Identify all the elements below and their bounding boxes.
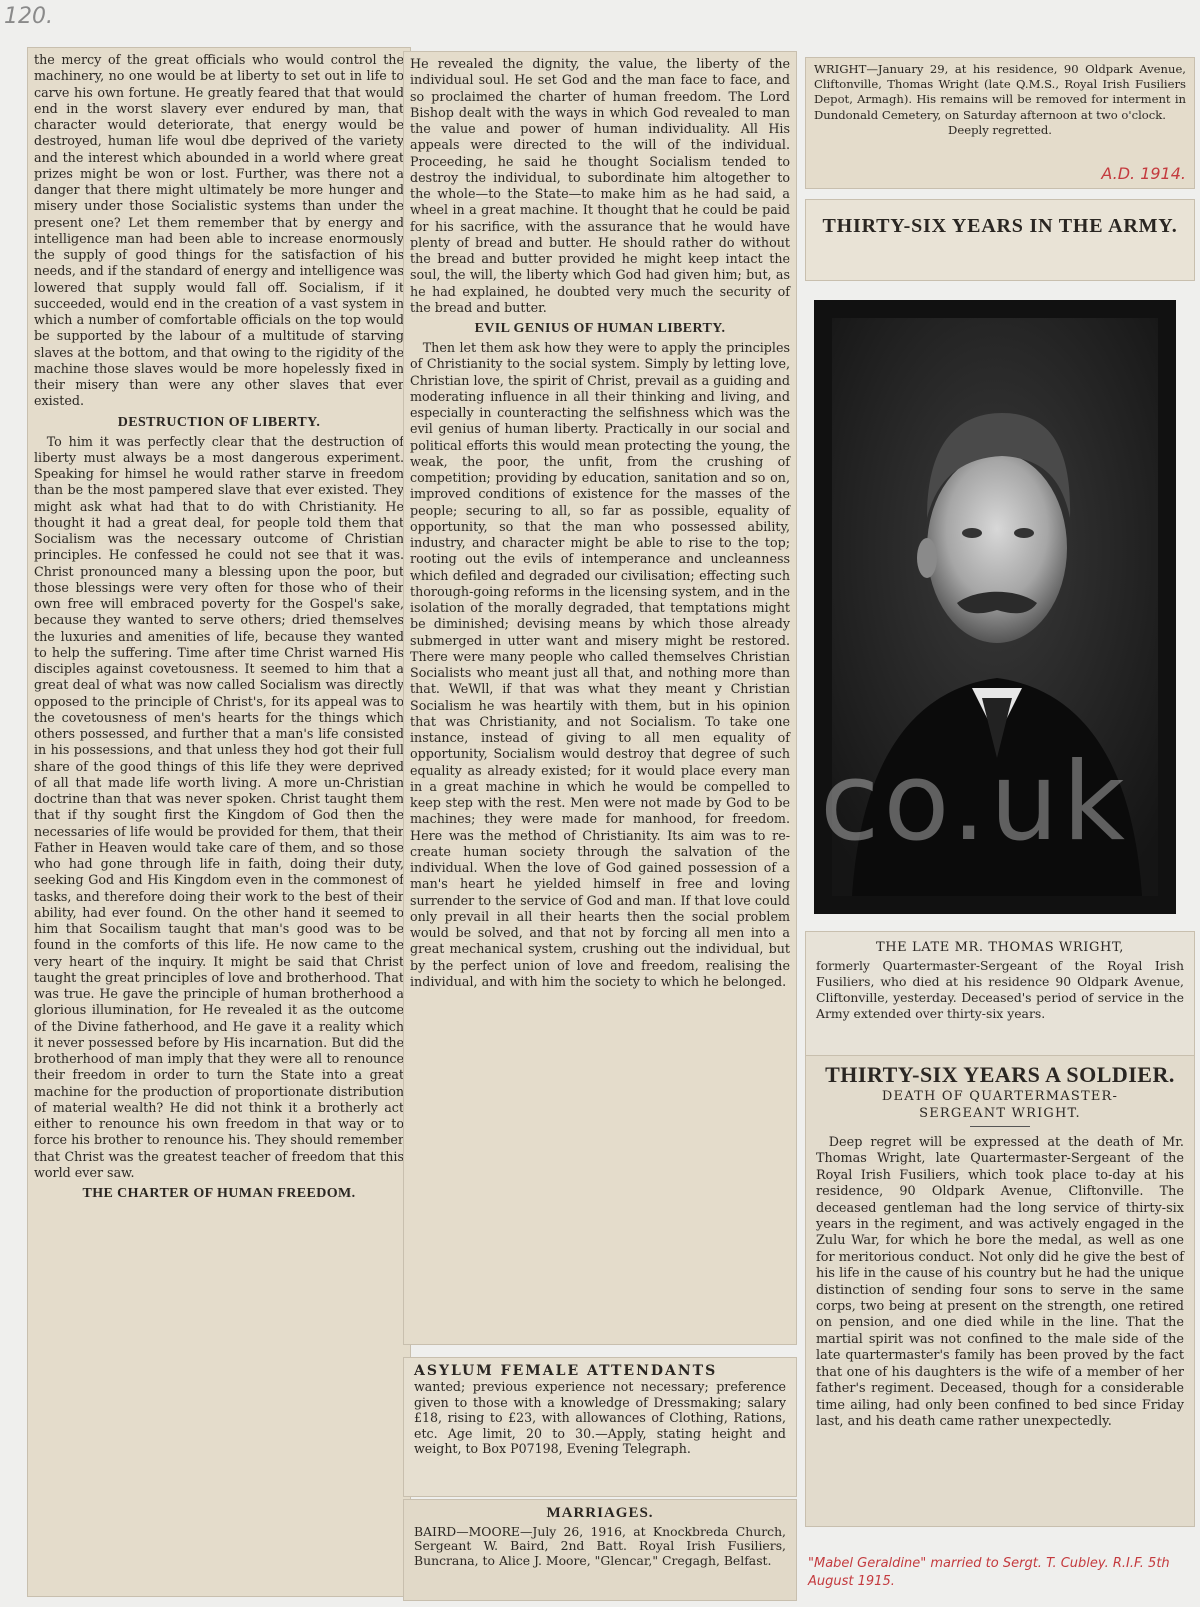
portrait-heading-block — [806, 200, 1194, 280]
page-number: 120. — [4, 4, 53, 29]
soldier-text: Deep regret will be expressed at the death of Mr. Thomas Wright, late Quartermaster-Sergeant of the Royal Irish Fusiliers, which took place to-day at his residence, 90 Oldpark Avenue, Cliftonville. The deceased gentleman had the long service of thirty-six years in the regiment, and was actively engaged in the Zulu War, for which he bore the medal, as well as one for meritorious conduct. Not only did he give the best of his life in the cause of his country but he had the unique distinction of sending four sons to serve in the same corps, two being at present on the strength, one retired on pension, and one died while in the line. That the martial spirit was not confined to the male side of the late quartermaster's family has been proved by the fact that one of his daughters is the wife of a member of her father's regiment. Deceased, though for a considerable time ailing, had only been confined to bed since Friday last, and his death came rather unexpectedly. — [816, 1135, 1184, 1429]
soldier-title: THIRTY-SIX YEARS A SOLDIER. — [825, 1062, 1175, 1087]
portrait-heading: THIRTY-SIX YEARS IN THE ARMY. — [822, 215, 1178, 237]
handwritten-date-note: A.D. 1914. — [1101, 164, 1186, 183]
column2-paragraph-1: He revealed the dignity, the value, the liberty of the individual soul. He set God and the man face to face, and so proclaimed the charter of human freedom. The Lord Bishop dealt with the ways in which God revealed to man the value and power of human individuality. All His appeals were directed to the will of the individual. Proceeding, he said he thought Socialism tended to destroy the individual, to subordinate him altogether to the whole—to the State—to make him as he had said, a wheel in a great machine. It thought that he could be paid for his sacrifice, with the assurance that he would have plenty of bread and butter. He should rather do without the bread and butter provided he might keep intact the soul, the will, the liberty which God had given him; but, as he had explained, he doubted very much the security of the bread and butter. — [410, 56, 790, 315]
portrait-frame — [814, 300, 1176, 914]
column2-paragraph-2: Then let them ask how they were to apply the principles of Christianity to the social system. Simply by letting love, Christian love, the spirit of Christ, prevail as a guiding and moderating influence in all their thinking and living, and especially in counteracting the selfishness which was the evil genius of human liberty. Practically in our social and political efforts this would mean protecting the young, the weak, the poor, the unfit, from the crushing of competition; providing by education, sanitation and so on, improved conditions of existence for the masses of the people; securing to all, so far as possible, equality of opportunity, so that the man who possessed ability, industry, and character might be able to rise to the top; rooting out the evils of intemperance and uncleanness which defiled and degraded our civilisation; effecting such thorough-going reforms in the licensing system, and in the isolation of the morally degraded, that temptations might be diminished; devising means by which those already submerged in utter want and misery might be restored. There were many people who called themselves Christian Socialists who meant just all that, and nothing more than that. WeWll, if that was what they meant y Christian Socialism he was heartily with them, but in his opinion that was Christianity, and not Socialism. To take one instance, instead of giving to all men equality of opportunity, Socialism would destroy that degree of such equality as already existed; for it would place every man in a great machine in which he would be compelled to keep step with the rest. Men were not made by God to be machines; they were made for manhood, for freedom. Here was the method of Christianity. Its aim was to re-create human society through the salvation of the individual. When the love of God gained possession of a man's heart he yielded himself in free and loving surrender to the service of God and man. If that love could only prevail in all their hearts then the social problem would be solved, and that not by forcing all men into a great mechanical system, crushing out the individual, but by the perfect union of love and freedom, realising the individual, and with him the society to which he belonged. — [410, 340, 790, 989]
marriages-heading: MARRIAGES. — [546, 1505, 654, 1521]
article-column-1 — [28, 48, 410, 1596]
soldier-subtitle-1: DEATH OF QUARTERMASTER- — [881, 1089, 1119, 1104]
soldier-rule — [970, 1126, 1030, 1127]
advert-heading: ASYLUM FEMALE ATTENDANTS — [414, 1363, 718, 1379]
heading-destruction-of-liberty: DESTRUCTION OF LIBERTY. — [117, 414, 321, 430]
portrait-right-eye — [1014, 528, 1034, 538]
marriages-text: BAIRD—MOORE—July 26, 1916, at Knockbreda Church, Sergeant W. Baird, 2nd Batt. Royal Irish Fusiliers, Buncrana, to Alice J. Moore, "Glencar," Cregagh, Belfast. — [414, 1523, 786, 1568]
marriages-notice — [404, 1500, 796, 1600]
watermark: co.uk — [820, 740, 1129, 865]
advert-text: wanted; previous experience not necessary; preference given to those with a knowledge of Dressmaking; salary £18, rising to £23, with allowances of Clothing, Rations, etc. Age limit, 20 to 30.—Apply, stating height and weight, to Box P07198, Evening Telegraph. — [414, 1379, 786, 1457]
death-notice-signoff: Deeply regretted. — [948, 122, 1052, 137]
death-notice-wright — [806, 58, 1194, 188]
portrait-photo — [832, 318, 1158, 896]
death-notice-text: WRIGHT—January 29, at his residence, 90 Oldpark Avenue, Cliftonville, Thomas Wright (late Q.M.S., Royal Irish Fusiliers Depot, Armagh). His remains will be removed for interment in Dundonald Cemetery, on Saturday afternoon at two o'clock. — [814, 62, 1186, 122]
article-column-2 — [404, 52, 796, 1344]
column1-paragraph-1: the mercy of the great officials who would control the machinery, no one would be at liberty to set out in life to carve his own fortune. He greatly feared that that would end in the worst slavery ever endured by man, that character would deteriorate, that energy would be destroyed, human life woul dbe deprived of the variety and the interest which abounded in a world where great prizes might be won or lost. Further, was there not a danger that there might ultimately be more hunger and misery under those Socialistic systems than under the present one? Let them remember that by energy and intelligence man had been able to increase enormously the supply of good things for the satisfaction of his needs, and if the standard of energy and intelligence was lowered that supply would fall off. Socialism, if it succeeded, would end in the creation of a vast system in which a number of comfortable officials on the top would be supported by the labour of a multitude of starving slaves at the bottom, and that owing to the rigidity of the machine those slaves would be more hopelessly fixed in their misery than were any other slaves that ever existed. — [34, 52, 404, 409]
handwritten-marriage-note: "Mabel Geraldine" married to Sergt. T. Cubley. R.I.F. 5th August 1915. — [808, 1556, 1170, 1589]
soldier-obituary — [806, 1056, 1194, 1526]
heading-evil-genius: EVIL GENIUS OF HUMAN LIBERTY. — [474, 321, 726, 336]
portrait-ear — [917, 538, 937, 578]
portrait-left-eye — [962, 528, 982, 538]
soldier-subtitle-2: SERGEANT WRIGHT. — [919, 1106, 1081, 1121]
portrait-face — [927, 453, 1067, 643]
heading-charter-of-human-freedom: THE CHARTER OF HUMAN FREEDOM. — [82, 1186, 356, 1201]
caption-text: formerly Quartermaster-Sergeant of the Royal Irish Fusiliers, who died at his residence 90 Oldpark Avenue, Cliftonville, yesterday. Deceased's period of service in the Army extended over thirty-six years. — [816, 958, 1184, 1021]
portrait-figure — [832, 318, 1158, 896]
portrait-caption — [806, 932, 1194, 1056]
asylum-attendants-advert — [404, 1358, 796, 1496]
column1-paragraph-2: To him it was perfectly clear that the destruction of liberty must always be a most dangerous experiment. Speaking for himsel he would rather starve in freedom than be the most pampered slave that ever existed. They might ask what had that to do with Christianity. He thought it had a great deal, for people told them that Socialism was the necessary outcome of Christian principles. He confessed he could not see that it was. Christ pronounced many a blessing upon the poor, but those blessings were very often for those who of their own free will embraced poverty for the Gospel's sake, because they wanted to serve others; dried themselves the luxuries and amenities of life, because they wanted to help the suffering. Time after time Christ warned His disciples against covetousness. It seemed to him that a great deal of what was now called Socialism was directly opposed to the principle of Christ's, for its appeal was to the covetousness of men's hearts for the things which others possessed, and further that a man's life consisted in his possessions, and that unless they hod got their full share of the good things of this life they were deprived of all that made life worth living. A more un-Christian doctrine than that was never spoken. Christ taught them that if thy sought first the Kingdom of God then the necessaries of life would be provided for them, that their Father in Heaven would take care of them, and so those who had gone through life in faith, doing their duty, seeking God and His Kingdom even in the commonest of tasks, and therefore doing their work to the best of their ability, had ever found. On the other hand it seemed to him that Socailism taught that man's good was to be found in the comforts of this life. He now came to the very heart of the inquiry. It might be said that Christ taught the great principles of love and brotherhood. That was true. He gave the principle of human brotherhood a glorious illumination, for He revealed it as the outcome of the Divine fatherhood, and He gave it a reality which it never possessed before by His incarnation. But did the brotherhood of man imply that they were all to renounce their freedom in order to turn the State into a great machine for the production of proportionate distribution of material wealth? He did not think it a brotherly act either to renounce his own freedom in that way or to force his brother to renounce his. They should remember that Christ was the greatest teacher of freedom that this world ever saw. — [34, 433, 404, 1180]
caption-heading: THE LATE MR. THOMAS WRIGHT, — [875, 940, 1125, 955]
